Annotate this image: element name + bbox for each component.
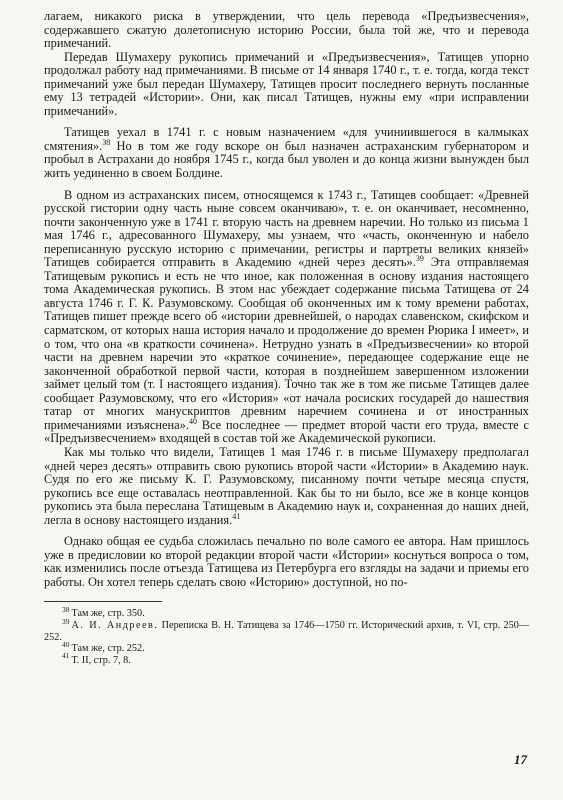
footnote — [44, 651, 529, 667]
page-number: 17 — [514, 752, 527, 767]
paragraph — [44, 51, 529, 119]
footnote-ref[interactable]: 40 — [188, 416, 197, 426]
footnote — [44, 616, 530, 643]
paragraph — [44, 446, 529, 527]
paragraph — [44, 10, 529, 51]
footnote-text: Там же, стр. 350. — [71, 608, 145, 620]
paragraph-text: В одном из астраханских писем, относящемся к 1743 г., Татищев сообщает: «Древней русской гистории одну часть ныне совсем оканчиваю», т. е. он оканчивает, несомненно, почти законченную уже в 1741 г. вторую часть на древнем наречии. Но только из письма 1 мая 1746 г., адресованного Шумахеру, мы узнаем, что «часть, оконченную и набело переписанную русскую историю с примечании, регистры и партреты великих князей» Татищев собирается отправить в Академию «дней через десять». — [44, 187, 529, 270]
footnote-number: 40 — [62, 639, 70, 649]
footnote-text: Т. II, стр. 7, 8. — [71, 654, 131, 666]
footnote — [44, 605, 529, 620]
footnote-author: А. И. Андреев. — [71, 620, 159, 632]
footnote-number: 41 — [62, 651, 70, 661]
footnote-divider — [44, 601, 162, 602]
footnote-ref[interactable]: 39 — [415, 254, 424, 264]
paragraph-text: Эта отправляемая Татищевым рукопись и есть не что иное, как положенная в основу издания настоящего тома Академическая рукопись. В этом нас убеждает содержание письма Татищева от 24 августа 1746 г. Г. К. Разумовскому. Сообщая об оконченных им к тому времени работах, Татищев пишет прежде всего об «истории древнейшей, о народах славенском, скифском и сарматском, от которых наша история начало и продолжение до времен Рюрика I имеет», и о том, что она «в краткости сочинена». Нетрудно узнать в «Предъизвесчении» ко второй части на древнем наречии это «краткое сочинение», передающее содержание еще не законченной обработкой первой части, которая в позднейшем завершенном изложении займет целый том (т. I настоящего издания). Точно так же в том же письме Татищев далее сообщает Разумовскому, что его «История» «от начала росиских государей до нашествия татар от многих манускриптов древним наречием сочинена и от иностранных примечаниями изъяснена». — [44, 255, 529, 432]
paragraph-text: Но в том же году вскоре он был назначен астраханским губернатором и пробыл в Астрахани до ноября 1745 г., когда был уволен и до конца жизни вынужден был жить уединенно в своем Болдине. — [44, 138, 529, 181]
footnote — [44, 639, 529, 655]
footnote-number: 39 — [62, 616, 70, 626]
paragraph — [44, 126, 529, 180]
paragraph-text: Однако общая ее судьба сложилась печально по воле самого ее автора. Нам пришлось уже в предисловии ко второй редакции второй части «Истории» коснуться вопроса о том, как изменились после отъезда Татищева из Петербурга его взгляды на задачи и приемы его работы. Он хотел теперь сделать свою «Историю» доступной, но по- — [44, 534, 529, 589]
footnote-text: Переписка В. Н. Татищева за 1746—1750 гг. Исторический архив, т. VI, стр. 250—252. — [44, 620, 530, 643]
paragraph — [44, 535, 529, 589]
footnote-ref[interactable]: 41 — [232, 511, 241, 521]
footnote-ref[interactable]: 38 — [102, 137, 111, 147]
paragraph — [44, 189, 529, 446]
paragraph-text: Татищев уехал в 1741 г. с новым назначением «для учиниившегося в калмыках смятения». — [44, 125, 529, 153]
footnote-text: Там же, стр. 252. — [71, 643, 145, 655]
paragraph-text: Передав Шумахеру рукопись примечаний и «Предъизвесчения», Татищев упорно продолжал работу над примечаниями. В письме от 14 января 1740 г., т. е. тогда, когда текст примечаний уже был передан Шумахеру, Татищев просит последнего вернуть посланные ему 13 тетрадей «Истории». Они, как писал Татищев, нужны ему «при исправлении примечаний». — [44, 49, 529, 118]
footnote-number: 38 — [62, 605, 70, 615]
paragraph-text: лагаем, никакого риска в утверждении, что цель перевода «Предъизвесчения», содержавшего сжатую долетописную историю России, была той же, что и перевода примечаний. — [44, 9, 529, 51]
paragraph-text: Все последнее — предмет второй части его труда, вместе с «Предъизвесчением» входящей в состав той же Академической рукописи. — [44, 417, 529, 446]
paragraph-text: Как мы только что видели, Татищев 1 мая 1746 г. в письме Шумахеру предполагал «дней через десять» отправить свою рукопись второй части «Истории» в Академию наук. Судя по его же письму К. Г. Разумовскому, писанному почти четыре месяца спустя, рукопись все еще оставалась неотправленной. Как бы то ни было, все же в конце концов рукопись эта была переслана Татищевым в Академию наук и, сохраненная до наших дней, легла в основу настоящего издания. — [44, 444, 529, 527]
